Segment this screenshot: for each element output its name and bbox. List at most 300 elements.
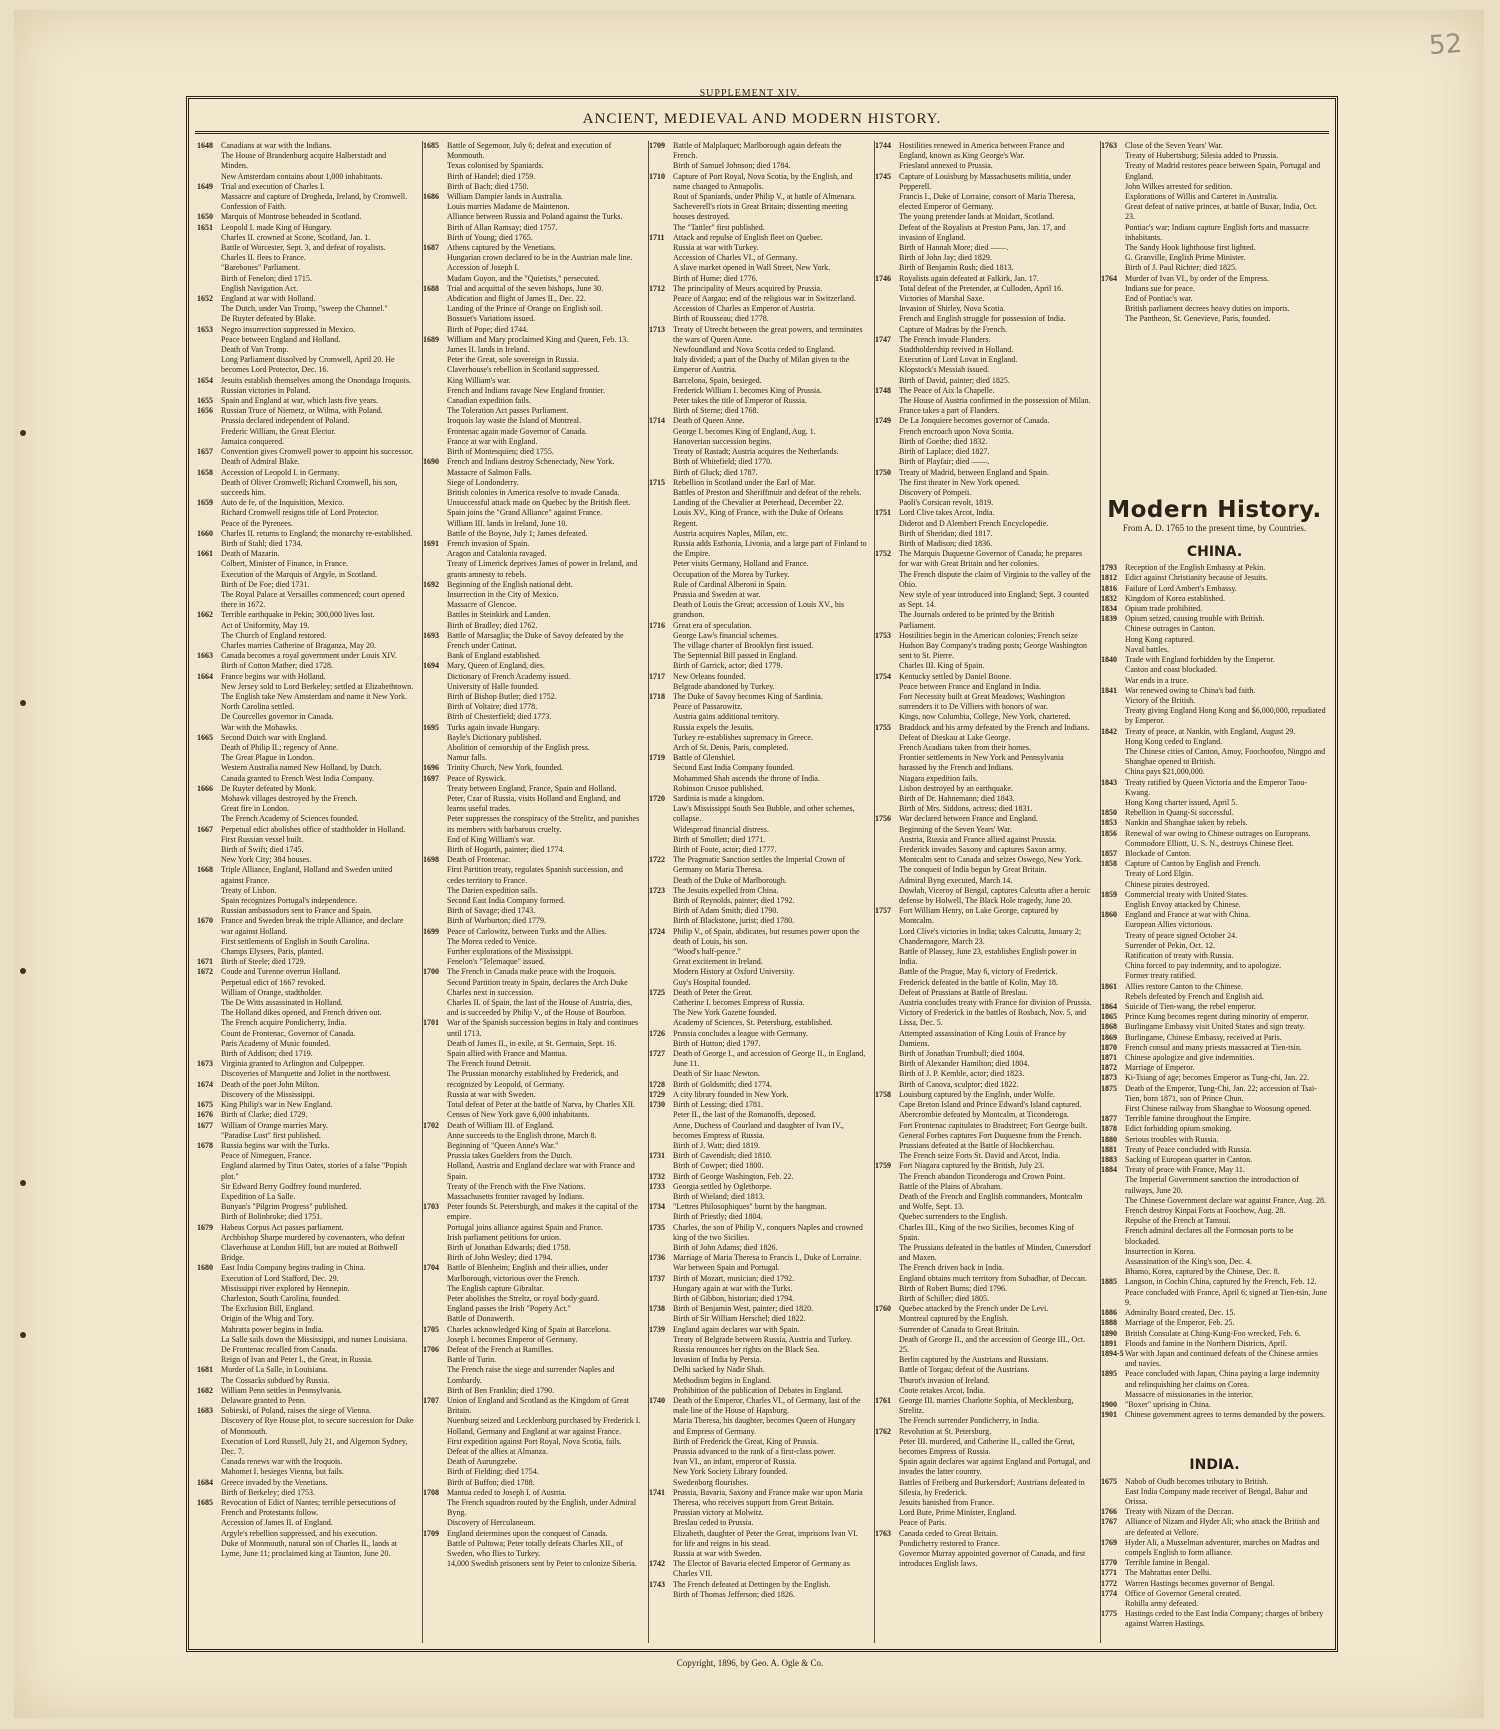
- timeline-entry: [875, 447, 1093, 457]
- entry-text: Chinese apologize and give indemnities.: [1125, 1053, 1255, 1063]
- entry-year: [1101, 696, 1125, 706]
- timeline-entry: [875, 1396, 1093, 1416]
- india-timeline: [1101, 1477, 1328, 1630]
- entry-year: [875, 1386, 899, 1396]
- timeline-entry: [423, 978, 641, 998]
- timeline-entry: [423, 1100, 641, 1110]
- timeline-entry: [1101, 1124, 1328, 1134]
- entry-year: [875, 263, 899, 273]
- timeline-entry: [649, 1090, 867, 1100]
- timeline-entry: [1101, 1599, 1328, 1609]
- entry-text: Battles of Preston and Sheriffmuir and defeat of the rebels.: [673, 487, 862, 497]
- entry-text: Governor Murray appointed governor of Canada, and first introduces English laws.: [899, 1549, 1086, 1569]
- entry-text: Beginning of the English national debt.: [447, 579, 573, 589]
- timeline-entry: [197, 294, 414, 304]
- timeline-entry: [1101, 1400, 1328, 1410]
- entry-year: 1761: [875, 1395, 891, 1405]
- entry-text: Floods and famine in the Northern Districts, April.: [1125, 1338, 1287, 1348]
- entry-text: Newfoundland and Nova Scotia ceded to England.: [673, 345, 835, 355]
- entry-year: [197, 661, 221, 671]
- entry-text: Hong Kong charter issued, April 5.: [1125, 797, 1238, 807]
- entry-text: Delaware granted to Penn.: [221, 1395, 306, 1405]
- entry-year: [197, 753, 221, 763]
- timeline-continuation: [1101, 141, 1328, 325]
- entry-text: Jesuits banished from France.: [899, 1498, 995, 1508]
- entry-year: 1700: [423, 967, 439, 977]
- timeline-entry: [423, 1498, 641, 1518]
- timeline-entry: [197, 651, 414, 661]
- entry-year: [423, 1478, 447, 1488]
- timeline-entry: [649, 600, 867, 620]
- timeline-entry: [1101, 920, 1328, 930]
- timeline-entry: [197, 1304, 414, 1314]
- entry-text: Sir Edward Berry Godfrey found murdered.: [221, 1181, 362, 1191]
- timeline-entry: [649, 1345, 867, 1355]
- timeline-entry: [649, 1008, 867, 1018]
- entry-text: Prussia advanced to the rank of a first-class power.: [673, 1447, 836, 1456]
- entry-text: Academy of Sciences, St. Petersburg, established.: [673, 1018, 833, 1028]
- timeline-entry: [197, 539, 414, 549]
- entry-year: [649, 1263, 673, 1273]
- timeline-entry: [875, 1090, 1093, 1100]
- entry-text: John Wilkes arrested for sedition.: [1125, 181, 1233, 191]
- timeline-entry: [649, 916, 867, 926]
- entry-year: [875, 1508, 899, 1518]
- entry-text: Treaty of Utrecht between the great powers, and terminates the wars of Queen Anne.: [673, 324, 863, 344]
- entry-text: La Salle sails down the Mississippi, and names Louisiana.: [221, 1334, 408, 1344]
- timeline-entry: [423, 753, 641, 763]
- entry-year: [197, 1182, 221, 1192]
- timeline-entry: [1101, 253, 1328, 263]
- timeline-entry: [423, 1039, 641, 1049]
- entry-text: Birth of Fenelon; died 1715.: [221, 273, 312, 283]
- entry-year: [423, 1090, 447, 1100]
- entry-text: Dictionary of French Academy issued.: [447, 671, 571, 681]
- timeline-entry: [423, 396, 641, 406]
- entry-year: [875, 1192, 899, 1212]
- timeline-entry: [423, 957, 641, 967]
- timeline-entry: [423, 437, 641, 447]
- timeline-entry: [197, 753, 414, 763]
- timeline-entry: [423, 590, 641, 600]
- timeline-entry: [875, 529, 1093, 539]
- timeline-entry: [197, 957, 414, 967]
- timeline-entry: [423, 631, 641, 651]
- timeline-entry: [875, 712, 1093, 722]
- entry-year: [197, 1396, 221, 1406]
- entry-year: 1762: [875, 1426, 891, 1436]
- entry-text: Treaty of Limerick deprives James of power in Ireland, and grants amnesty to rebels.: [447, 559, 638, 579]
- entry-year: 1713: [649, 324, 665, 334]
- timeline-entry: [875, 947, 1093, 967]
- timeline-entry: [1101, 1568, 1328, 1578]
- entry-year: [197, 804, 221, 814]
- entry-text: End of King William's war.: [447, 834, 535, 844]
- timeline-entry: [423, 355, 641, 365]
- entry-year: [875, 1314, 899, 1324]
- timeline-entry: [1101, 1104, 1328, 1114]
- entry-year: [875, 1498, 899, 1508]
- timeline-entry: [423, 600, 641, 610]
- entry-text: Canada granted to French West India Company.: [221, 773, 375, 783]
- entry-year: [197, 314, 221, 324]
- entry-year: [649, 641, 673, 651]
- timeline-entry: [875, 192, 1093, 212]
- timeline-entry: [649, 733, 867, 743]
- timeline-entry: [197, 508, 414, 518]
- timeline-entry: [197, 1090, 414, 1100]
- entry-text: Birth of Hume; died 1776.: [673, 273, 758, 283]
- entry-year: [649, 427, 673, 437]
- entry-year: 1891: [1101, 1338, 1117, 1348]
- entry-text: Paoli's Corsican revolt, 1819.: [899, 498, 994, 508]
- timeline-entry: [875, 406, 1093, 416]
- entry-year: [1101, 1599, 1125, 1609]
- entry-text: Peace of Carlowitz, between Turks and the Allies.: [447, 926, 607, 936]
- timeline-entry: [423, 1182, 641, 1192]
- entry-text: New York Society Library founded.: [673, 1467, 788, 1477]
- entry-year: 1674: [197, 1079, 213, 1089]
- entry-text: Battle of Donawerth.: [447, 1314, 515, 1324]
- entry-text: Death of Sir Isaac Newton.: [673, 1069, 760, 1079]
- timeline-entry: [875, 498, 1093, 508]
- entry-year: [875, 1110, 899, 1120]
- entry-year: [423, 1335, 447, 1345]
- entry-year: 1741: [649, 1487, 665, 1497]
- timeline-entry: [1101, 982, 1328, 992]
- timeline-entry: [423, 519, 641, 529]
- entry-text: Repulse of the French at Tamsui.: [1125, 1216, 1231, 1226]
- entry-text: Guy's Hospital founded.: [673, 977, 751, 987]
- entry-year: [423, 590, 447, 600]
- entry-text: De Frontenac recalled from Canada.: [221, 1344, 338, 1354]
- timeline-entry: [423, 1141, 641, 1151]
- entry-text: Birth of John Wesley; died 1794.: [447, 1253, 553, 1263]
- timeline-entry: [649, 1212, 867, 1222]
- entry-text: Fort Frontenac capitulates to Bradstreet; Fort George built.: [899, 1120, 1088, 1130]
- entry-text: Peter founds St. Petersburgh, and makes it the capital of the empire.: [447, 1202, 638, 1222]
- entry-text: Spain recognizes Portugal's independence.: [221, 896, 358, 906]
- timeline-entry: [197, 1069, 414, 1079]
- timeline-entry: [197, 416, 414, 426]
- entry-text: Treaty of Lord Elgin.: [1125, 869, 1194, 879]
- entry-text: Georgia settled by Oglethorpe.: [673, 1181, 772, 1191]
- entry-year: 1710: [649, 171, 665, 181]
- entry-year: [875, 376, 899, 386]
- entry-year: [423, 437, 447, 447]
- entry-text: Bunyan's "Pilgrim Progress" published.: [221, 1202, 348, 1212]
- entry-text: War between Spain and Portugal.: [673, 1263, 780, 1273]
- timeline-entry: [197, 253, 414, 263]
- entry-year: [1101, 645, 1125, 655]
- entry-text: Hastings ceded to the East India Company; charges of bribery against Warren Hastings.: [1125, 1609, 1324, 1629]
- entry-year: [875, 529, 899, 539]
- entry-text: "Lettres Philosophiques" burnt by the hangman.: [673, 1202, 827, 1212]
- timeline-entry: [423, 1314, 641, 1324]
- entry-text: Robinson Crusoe published.: [673, 783, 764, 793]
- timeline-entry: [423, 702, 641, 712]
- entry-year: [1101, 839, 1125, 849]
- entry-year: 1744: [875, 141, 891, 150]
- entry-year: 1732: [649, 1171, 665, 1181]
- entry-year: [1101, 706, 1125, 726]
- entry-year: [875, 927, 899, 947]
- entry-text: Count de Frontenac, Governor of Canada.: [221, 1028, 356, 1038]
- timeline-entry: [197, 814, 414, 824]
- entry-year: [423, 172, 447, 182]
- entry-text: Prussians defeated at the Battle of Hochkerchau.: [899, 1140, 1055, 1150]
- timeline-entry: [649, 314, 867, 324]
- timeline-column-2: [422, 141, 641, 1643]
- timeline-entry: [1101, 869, 1328, 879]
- entry-text: Birth of Chesterfield; died 1773.: [447, 712, 552, 722]
- entry-text: Marquis of Montrose beheaded in Scotland.: [221, 212, 362, 222]
- timeline-entry: [1101, 1558, 1328, 1568]
- timeline-entry: [423, 529, 641, 539]
- timeline-entry: [197, 988, 414, 998]
- entry-year: [649, 406, 673, 416]
- timeline-entry: [197, 855, 414, 865]
- entry-year: [423, 692, 447, 702]
- entry-year: 1720: [649, 794, 665, 803]
- entry-text: De La Jonquiere becomes governor of Canada.: [899, 416, 1050, 426]
- entry-year: [423, 1243, 447, 1253]
- entry-text: Russian Truce of Niemetz, or Wilma, with Poland.: [221, 406, 383, 416]
- timeline-entry: [875, 253, 1093, 263]
- entry-year: [423, 610, 447, 620]
- entry-year: 1886: [1101, 1308, 1117, 1318]
- entry-text: Treaty of peace with France, May 11.: [1125, 1165, 1245, 1175]
- entry-year: 1654: [197, 375, 213, 385]
- entry-year: [197, 1049, 221, 1059]
- entry-year: [875, 447, 899, 457]
- timeline-entry: [649, 488, 867, 498]
- timeline-entry: [875, 1314, 1093, 1324]
- entry-year: [423, 865, 447, 885]
- timeline-entry: [1101, 1349, 1328, 1369]
- entry-text: Hong Kong ceded to England.: [1125, 736, 1223, 746]
- entry-year: [649, 263, 673, 273]
- timeline-entry: [197, 386, 414, 396]
- entry-text: Virginia granted to Arlington and Culpepper.: [221, 1059, 365, 1069]
- history-frame: [186, 96, 1338, 1652]
- entry-year: [197, 743, 221, 753]
- timeline-entry: [875, 1100, 1093, 1110]
- entry-text: The Cossacks subdued by Russia.: [221, 1375, 330, 1385]
- entry-text: French Acadians taken from their homes.: [899, 742, 1031, 752]
- entry-year: [423, 233, 447, 243]
- entry-text: First Russian vessel built.: [221, 834, 304, 844]
- timeline-entry: [423, 304, 641, 314]
- entry-text: Confession of Faith.: [221, 202, 287, 212]
- timeline-entry: [875, 1518, 1093, 1528]
- entry-text: Birth of John Adams; died 1826.: [673, 1242, 778, 1252]
- timeline-entry: [197, 845, 414, 855]
- entry-text: Marriage of the Emperor, Feb. 25.: [1125, 1318, 1235, 1328]
- timeline-entry: [197, 376, 414, 386]
- entry-text: Capture of Port Royal, Nova Scotia, by the English, and name changed to Annapolis.: [673, 171, 853, 191]
- entry-year: 1719: [649, 753, 665, 763]
- timeline-entry: [649, 1110, 867, 1120]
- entry-year: [875, 1008, 899, 1028]
- timeline-entry: [649, 1029, 867, 1039]
- entry-text: Ratification of treaty with Russia.: [1125, 950, 1234, 960]
- timeline-entry: [423, 1335, 641, 1345]
- timeline-entry: [875, 365, 1093, 375]
- entry-text: Birth of Wieland; died 1813.: [673, 1191, 765, 1201]
- entry-text: The Chinese cities of Canton, Amoy, Foochoofoo, Ningpo and Shanghae opened to British.: [1125, 746, 1326, 767]
- entry-text: The Jesuits expelled from China.: [673, 885, 779, 895]
- timeline-entry: [1101, 645, 1328, 655]
- timeline-entry: [197, 570, 414, 580]
- entry-year: [875, 1416, 899, 1426]
- entry-year: [649, 743, 673, 753]
- entry-year: [649, 1161, 673, 1171]
- entry-year: [649, 1335, 673, 1345]
- timeline-entry: [1101, 849, 1328, 859]
- entry-year: [875, 1212, 899, 1222]
- entry-year: 1763: [875, 1528, 891, 1538]
- entry-text: Act of Uniformity, May 19.: [221, 620, 310, 630]
- timeline-entry: [1101, 1226, 1328, 1246]
- timeline-entry: [197, 1029, 414, 1039]
- entry-year: [423, 1467, 447, 1477]
- entry-text: Birth of Voltaire; died 1778.: [447, 702, 538, 712]
- timeline-entry: [1101, 1339, 1328, 1349]
- entry-text: France takes a part of Flanders.: [899, 406, 1000, 416]
- timeline-entry: [875, 1182, 1093, 1192]
- entry-year: [875, 845, 899, 855]
- entry-year: [875, 1274, 899, 1284]
- entry-text: Prussia declared independent of Poland.: [221, 416, 350, 426]
- entry-year: [197, 1039, 221, 1049]
- entry-text: Convention gives Cromwell power to appoint his successor.: [221, 447, 413, 457]
- entry-year: [197, 1457, 221, 1467]
- entry-text: Spain again declares war against England and Portugal, and invades the latter country.: [899, 1457, 1091, 1477]
- entry-year: [875, 804, 899, 814]
- entry-year: [197, 835, 221, 845]
- timeline-entry: [197, 784, 414, 794]
- entry-text: Birth of Priestly; died 1804.: [673, 1212, 763, 1222]
- timeline-entry: [1101, 737, 1328, 747]
- entry-text: Death of Mazarin.: [221, 549, 280, 559]
- entry-year: [423, 916, 447, 926]
- entry-year: 1740: [649, 1395, 665, 1405]
- timeline-entry: [875, 1549, 1093, 1569]
- timeline-entry: [423, 1457, 641, 1467]
- timeline-entry: [423, 1365, 641, 1385]
- timeline-entry: [423, 886, 641, 896]
- entry-year: [875, 967, 899, 977]
- entry-text: The French acquire Pondicherry, India.: [221, 1018, 347, 1028]
- entry-year: [197, 427, 221, 437]
- timeline-entry: [197, 1233, 414, 1264]
- entry-text: Siege of Londonderry.: [447, 477, 519, 487]
- binding-hole: [20, 700, 26, 706]
- entry-year: [197, 906, 221, 916]
- entry-year: [875, 355, 899, 365]
- entry-text: The French seize Forts St. David and Arcot, India.: [899, 1151, 1061, 1161]
- entry-text: Rout of Spaniards, under Philip V., at battle of Almenara.: [673, 192, 857, 202]
- entry-text: England determines upon the conquest of Canada.: [447, 1528, 608, 1538]
- entry-text: The Mahrattas enter Delhi.: [1125, 1568, 1212, 1578]
- entry-year: [1101, 900, 1125, 910]
- timeline-entry: [1101, 604, 1328, 614]
- entry-year: 1753: [875, 630, 891, 640]
- timeline-entry: [423, 406, 641, 416]
- entry-text: Austria concludes treaty with France for division of Prussia.: [899, 998, 1092, 1008]
- timeline-entry: [423, 1223, 641, 1233]
- timeline-entry: [197, 1355, 414, 1365]
- entry-year: 1704: [423, 1263, 439, 1273]
- entry-text: Mohawk villages destroyed by the French.: [221, 794, 358, 803]
- timeline-entry: [649, 1386, 867, 1396]
- entry-text: Holland, Austria and England declare war with France and Spain.: [447, 1161, 635, 1181]
- entry-text: De Ruyter defeated by Blake.: [221, 314, 316, 324]
- entry-year: 1715: [649, 477, 665, 487]
- timeline-entry: [649, 906, 867, 916]
- timeline-entry: [875, 1141, 1093, 1151]
- entry-text: Treaty of Rastadt; Austria acquires the Netherlands.: [673, 447, 839, 457]
- timeline-entry: [423, 774, 641, 784]
- entry-year: [423, 784, 447, 794]
- entry-text: Peter suppresses the conspiracy of the Strelitz, and punishes its members with barbarous cruelty.: [447, 814, 640, 834]
- entry-text: Birth of Jonathan Edwards; died 1758.: [447, 1242, 571, 1252]
- entry-year: [649, 376, 673, 386]
- entry-text: Second East India Company formed.: [447, 896, 565, 906]
- entry-year: [875, 998, 899, 1008]
- entry-year: 1726: [649, 1028, 665, 1038]
- entry-text: Peter III. murdered, and Catherine II., called the Great, becomes Empress of Russia.: [899, 1436, 1075, 1456]
- entry-year: [875, 437, 899, 447]
- entry-text: Accession of Leopold I. in Germany.: [221, 467, 340, 477]
- entry-year: [423, 1059, 447, 1069]
- entry-text: Battles in Steinkirk and Landen.: [447, 610, 551, 620]
- entry-year: [649, 682, 673, 692]
- timeline-entry: [197, 794, 414, 804]
- entry-text: Fort Niagara captured by the British, July 23.: [899, 1161, 1045, 1171]
- entry-text: Namur falls.: [447, 753, 487, 763]
- entry-year: [197, 947, 221, 957]
- timeline-entry: [1101, 584, 1328, 594]
- timeline-entry: [1101, 706, 1328, 726]
- timeline-entry: [423, 1018, 641, 1038]
- entry-text: Birth of Gibbon, historian; died 1794.: [673, 1293, 795, 1303]
- entry-text: Charles II. of Spain, the last of the House of Austria, dies, and is succeeded by Philip V., of the House of Bourbon.: [447, 998, 633, 1018]
- entry-year: 1877: [1101, 1114, 1117, 1124]
- entry-text: Battle of the Boyne, July 1; James defeated.: [447, 528, 588, 538]
- entry-text: Nankin and Shanghae taken by rebels.: [1125, 818, 1248, 828]
- entry-year: [423, 355, 447, 365]
- timeline-entry: [423, 610, 641, 620]
- entry-text: Terrible famine in Bengal.: [1125, 1558, 1210, 1568]
- timeline-entry: [649, 631, 867, 641]
- entry-year: 1756: [875, 814, 891, 824]
- entry-year: [649, 733, 673, 743]
- entry-text: The Peace of Aix la Chapelle.: [899, 385, 995, 395]
- entry-year: [423, 1539, 447, 1559]
- entry-text: Battle of Torgau; defeat of the Austrians.: [899, 1365, 1030, 1375]
- entry-text: Treaty ratified by Queen Victoria and the Emperor Taou-Kwang.: [1125, 777, 1307, 797]
- entry-text: Hanoverian succession begins.: [673, 436, 772, 446]
- entry-year: [875, 712, 899, 722]
- entry-text: Invasion of India by Persia.: [673, 1355, 762, 1365]
- entry-year: [423, 182, 447, 192]
- entry-year: [1101, 294, 1125, 304]
- timeline-entry: [649, 1049, 867, 1069]
- timeline-entry: [1101, 931, 1328, 941]
- entry-text: Birth of Allan Ramsay; died 1757.: [447, 222, 558, 232]
